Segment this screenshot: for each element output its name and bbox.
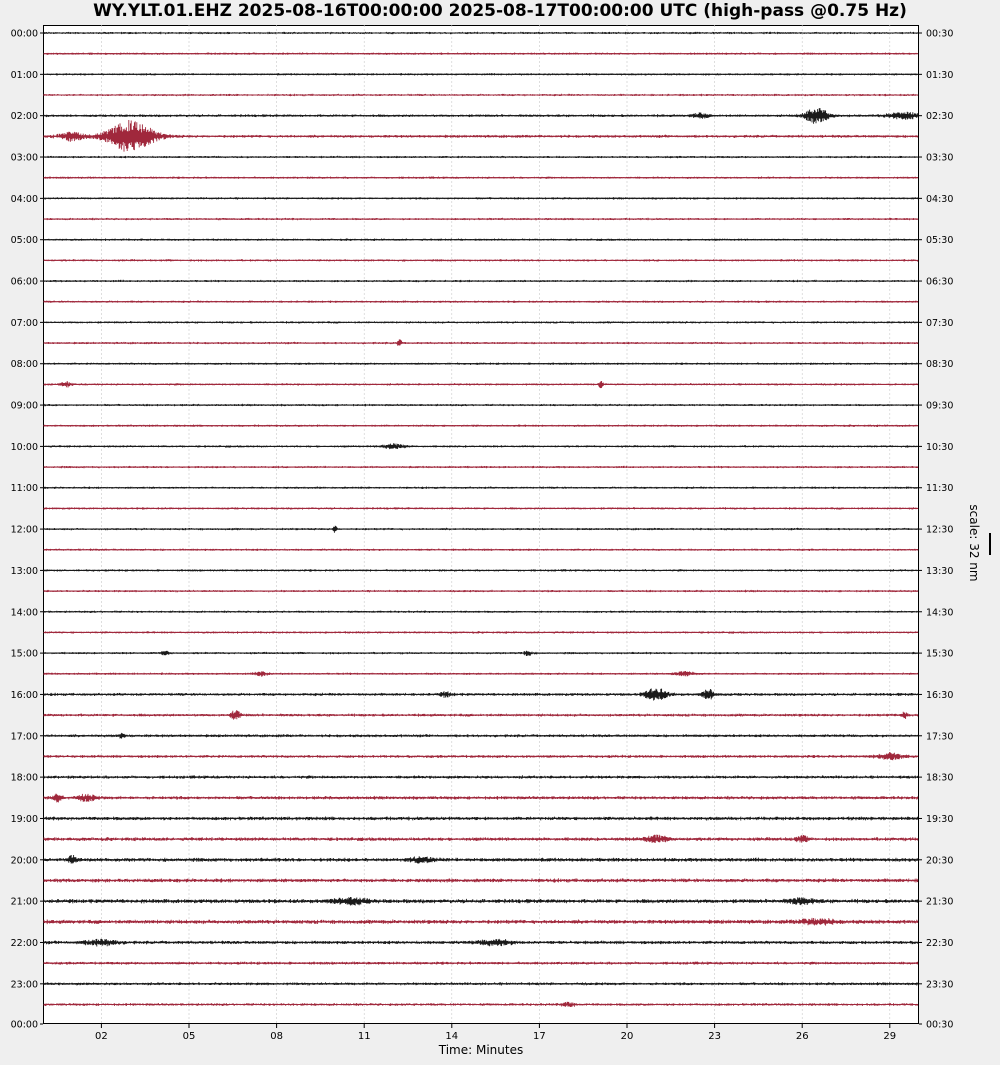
right-hour-label: 19:30 xyxy=(926,813,954,825)
x-tick-label: 26 xyxy=(795,1031,809,1042)
scale-label: scale: 32 nm xyxy=(967,504,981,582)
x-tick-label: 05 xyxy=(182,1031,196,1042)
right-hour-label: 09:30 xyxy=(926,400,954,412)
left-hour-label: 15:00 xyxy=(10,648,38,660)
x-tick-label: 11 xyxy=(357,1031,371,1042)
right-hour-label: 22:30 xyxy=(926,937,954,949)
left-hour-label: 19:00 xyxy=(10,813,38,825)
left-hour-label: 18:00 xyxy=(10,772,38,784)
x-axis-label: Time: Minutes xyxy=(438,1043,524,1057)
right-hour-label: 17:30 xyxy=(926,731,954,743)
right-hour-label: 07:30 xyxy=(926,317,954,329)
x-tick-label: 14 xyxy=(445,1031,459,1042)
left-hour-label: 23:00 xyxy=(10,979,38,991)
right-hour-label: 06:30 xyxy=(926,276,954,288)
right-hour-label: 18:30 xyxy=(926,772,954,784)
trace-15 xyxy=(44,339,918,345)
right-hour-label: 16:30 xyxy=(926,689,954,701)
left-hour-label: 10:00 xyxy=(10,441,38,453)
x-axis xyxy=(95,1024,896,1042)
trace-5 xyxy=(44,120,918,152)
left-hour-label: 09:00 xyxy=(10,400,38,412)
x-tick-label: 08 xyxy=(270,1031,283,1042)
left-hour-label: 04:00 xyxy=(10,193,38,205)
right-hour-label: 00:30 xyxy=(926,28,954,40)
right-hour-label: 15:30 xyxy=(926,648,954,660)
left-hour-label: 02:00 xyxy=(10,111,38,123)
left-hour-label: 01:00 xyxy=(10,69,38,81)
right-hour-label: 10:30 xyxy=(926,441,954,453)
chart-title: WY.YLT.01.EHZ 2025-08-16T00:00:00 2025-08-17T00:00:00 UTC (high-pass @0.75 Hz) xyxy=(93,1,907,21)
left-time-axis xyxy=(11,29,43,1031)
left-hour-label: 22:00 xyxy=(10,937,38,949)
right-time-axis xyxy=(919,29,953,1031)
left-hour-label: 03:00 xyxy=(10,152,38,164)
left-hour-label: 06:00 xyxy=(10,276,38,288)
right-hour-label: 00:30 xyxy=(926,1019,954,1031)
right-hour-label: 08:30 xyxy=(926,359,954,371)
left-hour-label: 21:00 xyxy=(10,896,38,908)
seismic-traces xyxy=(44,32,918,1007)
x-tick-label: 20 xyxy=(620,1031,634,1042)
left-hour-label: 07:00 xyxy=(10,317,38,329)
left-hour-label: 13:00 xyxy=(10,565,38,577)
left-hour-label: 00:00 xyxy=(10,1019,38,1031)
x-tick-label: 02 xyxy=(95,1031,108,1042)
left-hour-label: 08:00 xyxy=(10,359,38,371)
right-hour-label: 12:30 xyxy=(926,524,954,536)
left-hour-label: 16:00 xyxy=(10,689,38,701)
right-hour-label: 23:30 xyxy=(926,979,954,991)
left-hour-label: 11:00 xyxy=(10,483,38,495)
x-tick-label: 23 xyxy=(708,1031,721,1042)
grid-lines xyxy=(101,25,889,1024)
right-hour-label: 01:30 xyxy=(926,69,954,81)
left-hour-label: 14:00 xyxy=(10,607,38,619)
right-hour-label: 20:30 xyxy=(926,855,954,867)
right-hour-label: 04:30 xyxy=(926,193,954,205)
left-hour-label: 05:00 xyxy=(10,235,38,247)
left-hour-label: 12:00 xyxy=(10,524,38,536)
left-hour-label: 00:00 xyxy=(10,28,38,40)
right-hour-label: 13:30 xyxy=(926,565,954,577)
left-hour-label: 20:00 xyxy=(10,855,38,867)
right-hour-label: 21:30 xyxy=(926,896,954,908)
x-tick-label: 29 xyxy=(883,1031,897,1042)
left-hour-label: 17:00 xyxy=(10,731,38,743)
x-tick-label: 17 xyxy=(533,1031,546,1042)
right-hour-label: 03:30 xyxy=(926,152,954,164)
right-hour-label: 11:30 xyxy=(926,483,954,495)
scale-bar xyxy=(989,533,991,555)
right-hour-label: 02:30 xyxy=(926,111,954,123)
right-hour-label: 14:30 xyxy=(926,607,954,619)
right-hour-label: 05:30 xyxy=(926,235,954,247)
